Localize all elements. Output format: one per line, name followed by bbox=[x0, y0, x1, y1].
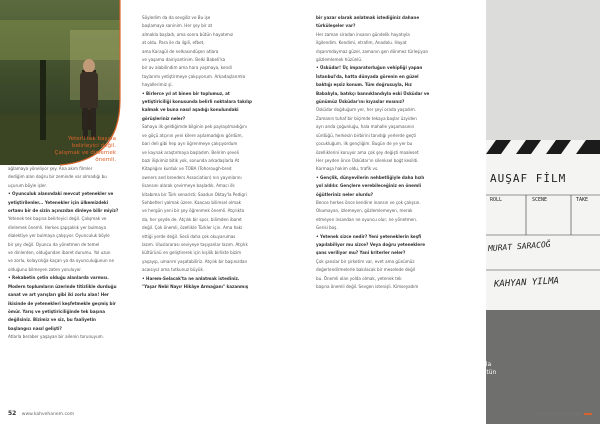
footer-url[interactable]: www.kahvehanem.com bbox=[21, 412, 75, 417]
body-line: almakla başladı, ama sonra bütün hayatımız bbox=[142, 31, 234, 37]
text-column-1 bbox=[8, 165, 128, 342]
question-line: Modern toplumların üzerinde titizlikle durduğu bbox=[8, 283, 117, 289]
footer-left bbox=[8, 410, 74, 417]
question-line: yol aldılır. Gençlere verebileceğiniz en önemli bbox=[316, 183, 422, 189]
body-line: kültürünü en geliştirerek için kişilik birlikte bizim bbox=[142, 250, 242, 256]
body-line: dialektiye yer bulmaya çalışıyor. Oyunculuk böyle bbox=[8, 233, 110, 239]
body-line: ve göçü atçının yeni kilere aşılamadığını gördüm, bbox=[142, 132, 243, 138]
body-line: ve yaşama dairiyantinim. Belki Babeli'ka bbox=[142, 57, 226, 63]
body-line: Her şeyden önce Üsküdar'ın silenksel boğt kesildi. bbox=[316, 157, 419, 163]
clapper-roll: ROLL bbox=[490, 197, 503, 203]
question-line: • Yetenek sizce nedir? Yeni yeteneklerin keşfi bbox=[316, 233, 422, 239]
question-line: • Üsküdar! Üç imparatorluğun vehipliği yapan bbox=[316, 65, 423, 71]
body-line: özelliklerini koruyor ama çok şey değişti maalesef. bbox=[316, 149, 420, 155]
body-line: gözlemlemek hüzünlü. bbox=[316, 57, 363, 63]
body-line: Karmaşa hakim oldu, trafik vs. bbox=[316, 166, 379, 172]
body-line: ilgilendim. Kendimi, etrafım, Anadolu. Hayat bbox=[316, 40, 407, 46]
body-line: taylarımı yetiştirmeye çalışıyorum. Arkadaşlarımla bbox=[142, 73, 246, 79]
clapper-take: TAKE bbox=[576, 197, 589, 203]
body-line: ve dinlerden, olduğundan ibaret durumu. Yol uzun bbox=[8, 250, 111, 256]
caption-line: hayatımız at oldu. bbox=[430, 377, 486, 385]
body-line: acaısıyız ama tutkunuz büyük. bbox=[142, 267, 205, 273]
body-line: kitabıma bir Türk senaristi; Saadun Oktay'la Pedigri bbox=[142, 191, 247, 197]
text-column-2 bbox=[142, 14, 308, 291]
body-line: bir şey değil. Oyuncu da yönetmen de temel bbox=[8, 241, 100, 247]
question-line: ikisinde de yetenekleri keşfetmekle geçmiş bir bbox=[8, 300, 116, 306]
question-line: türküleşeler var? bbox=[316, 23, 356, 29]
body-line: uçurum böyle işler. bbox=[8, 182, 48, 188]
question-line: ömür. Yarış ve yetiştiriciliğinde tek başına bbox=[8, 308, 106, 314]
question-line: şans veriliyor mu? Yani kriterler neler? bbox=[316, 250, 406, 256]
question-line: yetiştirilenler... Yetenekler için ülkemizdeki bbox=[8, 199, 109, 205]
body-line: ettiği yerde değil. Sesli daha çok okuyarumas bbox=[142, 233, 236, 239]
question-line: "Yaşar Nebi Nayır Hikâye Armağanı" kazanmış bbox=[142, 284, 249, 289]
body-line: dışarımdaymaz güzel, zamanın gen dönmez türleşiyan bbox=[316, 48, 429, 54]
body-line: ve kaynak araştırmaya başladım. Belirim şeveli bbox=[142, 149, 239, 155]
clapper-text bbox=[486, 150, 600, 310]
body-line: olduğunu bilmeyen zaten yoruluyor. bbox=[8, 266, 82, 272]
body-line: at oldu. Para ile da ilgili, efbet, bbox=[142, 40, 205, 46]
body-line: ve hergün yeni bir şey öğrenmek önemli. Atçılıkta bbox=[142, 208, 245, 214]
question-line: bir yazar olarak anlatmak istediğiniz dahane bbox=[316, 15, 420, 20]
question-line: • Birlerce yıl at binen bir toplumuz, at bbox=[142, 90, 230, 96]
body-line: da, her şeyde de. Atçılık bir spor, bilimden ibaret bbox=[142, 216, 242, 222]
text-column-3 bbox=[316, 14, 481, 291]
body-line: sürdüğü, herkesin birbirini tanıdığı yerlerde geçti bbox=[316, 132, 417, 138]
clapper-director: MURAT SARACOĞ bbox=[487, 239, 551, 254]
question-line: • Harem-Selacak'ta ne anlatmak istediniz. bbox=[142, 275, 240, 281]
photo-caption-left bbox=[50, 136, 116, 164]
body-line: ayrı anda çoğunluğu, hala mahalle yaşamasının bbox=[316, 124, 415, 130]
body-line: Her zaman siradan insanın gündelik hayatıyla bbox=[316, 31, 410, 37]
caption-line: Yeterli tek başına bbox=[67, 136, 116, 142]
body-line: Sahaya ilk geldiğimde bilginin pek paylaşılmadığını bbox=[142, 124, 247, 130]
question-line: baktığı eşsiz konum. Tüm doğrusuyla, Hız bbox=[316, 82, 412, 88]
question-line: ortamı bir de sizin açınızdan dinleye bilir miyiz? bbox=[8, 208, 119, 214]
body-line: ve zorlu, kolaycılığa kaçan ya da oyunculuğunun ne bbox=[8, 258, 114, 264]
body-line: Gerisi boş. bbox=[316, 225, 338, 231]
body-line: hayallerimiz şi. bbox=[142, 82, 173, 88]
question-line: • Rekabetin çetin olduğu alanlarda varmısı. bbox=[8, 275, 109, 281]
body-line: Yetenek tek başına belirleyici değil. Çalışmak ve bbox=[8, 216, 107, 222]
body-line: Zamanın tuhaf bir biçimde tekaya başlar üzyiden bbox=[316, 115, 417, 121]
body-line: bari deli gibi hep ayrı öğrenmeye çalışıyordum bbox=[142, 141, 238, 147]
clapper-scene: SCENE bbox=[532, 197, 548, 203]
body-line: Çok şanslar bir şirketim var, evet ama günümüz bbox=[316, 258, 415, 264]
question-line: yapılabiliyor mu sizce? Veya doğru yeteneklere bbox=[316, 241, 426, 247]
body-line: değil. Çok önemli, özellikle Türkler için. Ama haki bbox=[142, 225, 243, 231]
body-line: başına önemli değil. Sevgen istenişli. Kimseyadım bbox=[316, 284, 419, 289]
caption-line: Çalışmak ve dinlemek bbox=[54, 150, 116, 156]
question-line: sanat ve art yarışları gibi iki zorlu alan! Her bbox=[8, 292, 109, 298]
body-line: Söyledim da da sevgiliz ve Bu işe bbox=[142, 15, 211, 20]
question-line: değilsiniz. Bizimiz ve siz, bu faaliyetin bbox=[8, 317, 96, 323]
footer-right bbox=[535, 412, 592, 416]
question-line: • Gençlik, dünyevilerin nehbetliğiyle daha hızlı bbox=[316, 174, 425, 180]
body-line: Üsküdar doğduğum yer, her şeyi orada yaşadım. bbox=[316, 107, 416, 113]
question-line: görüşleriniz neler? bbox=[142, 115, 186, 121]
body-line: owners and breeders Association) nın yayınlarını bbox=[142, 174, 242, 180]
question-line: Babalıyla, batıkçı bannıklandıyla eski Üsküdar ve bbox=[316, 90, 430, 96]
body-line: Okumayan, izlemeyen, gözlemlemeyen, merak bbox=[316, 208, 413, 214]
body-line: lazım. Uluslararası seviyeye taşıyanlar lazım. Atçılık bbox=[142, 241, 248, 247]
clapper-producer: KAHYAN YILMA bbox=[493, 276, 560, 290]
body-line: Kitaplığını kurduk ve TOBA (Tohorough-bred bbox=[142, 166, 232, 172]
body-line: bir av alabilindim ama hara yaşmaya, kendi bbox=[142, 65, 232, 71]
question-line: İstanbul'da, hatta dünyada görenin en güzel bbox=[316, 73, 419, 79]
question-line: başlangıcı nasıl gelişti? bbox=[8, 325, 62, 331]
question-line: günümüz Üsküdar'ını kıyaslar mısınız? bbox=[316, 99, 405, 105]
page-number: 52 bbox=[8, 410, 17, 417]
caption-line: önemli. bbox=[95, 157, 116, 163]
caption-line: belirleyici değil. bbox=[71, 143, 116, 149]
body-line: etmeyen insandan ne oyuncu olur, ne yönetmen. bbox=[316, 216, 418, 222]
body-line: ağlamaya yöneliyor şey. Ana akım filmler bbox=[8, 166, 93, 171]
footer-section: SÖYLEŞİ / DERGİSİ / EKİM bbox=[535, 412, 581, 416]
clapper-title: AUŞAF FİLM bbox=[490, 172, 567, 185]
body-line: dediğim alan doğru bir zeminde var olmadığı bu bbox=[8, 174, 107, 180]
question-line: yetiştiriciliği konusunda belirli noktalara takılıp bbox=[142, 99, 252, 105]
question-line: kalmak ve buna nasıl aşadığı konulundaki bbox=[142, 107, 239, 113]
photo-caption-right bbox=[414, 361, 502, 386]
body-line: yaşayıp, umarım yaşatabiliriz. Atçılık bir başınızdan bbox=[142, 258, 248, 264]
question-line: • Oyunculuk alanındaki mevcut yetenekler ve bbox=[8, 191, 114, 197]
body-line: bazı ilişkimiz bitik yok, sonunda arkadaşlarla At bbox=[142, 157, 240, 163]
body-line: ama Karagül de nelkasındüşen atlara bbox=[142, 48, 219, 54]
body-line: Sohbetleri yalmak üzere. Kaacası bilimsel olmak bbox=[142, 199, 241, 205]
body-line: dinlemek önemli. Herkes şapşaklık yer bulmaya bbox=[8, 224, 106, 230]
body-line: değerlendirmelerle bakılacak bir meselede değil bbox=[316, 267, 415, 273]
body-line: başlamaya saninim. Her şey bir at bbox=[142, 23, 213, 29]
body-line: Atlarla beraber yaşayan bir ailenin torunuyum. bbox=[8, 334, 104, 340]
question-line: öğütleriniz neler olurdu? bbox=[316, 191, 374, 197]
body-line: çocukluğum, ilk gençliğim. Bugün de ye yer bu bbox=[316, 141, 413, 147]
footer-accent-bar bbox=[584, 413, 592, 415]
caption-line: başladı, ama sonra bütün bbox=[419, 369, 497, 377]
body-line: bu. Önemli olan yolda olmak, yetenek tek bbox=[316, 275, 402, 281]
body-line: lisansını alarak çevirmeye başladık. Amacı ilk bbox=[142, 183, 235, 189]
body-line: Bence herkes önce kendine inansın ve çok çalışsın. bbox=[316, 199, 421, 205]
caption-line: Her şey bir at almakla bbox=[424, 361, 492, 368]
